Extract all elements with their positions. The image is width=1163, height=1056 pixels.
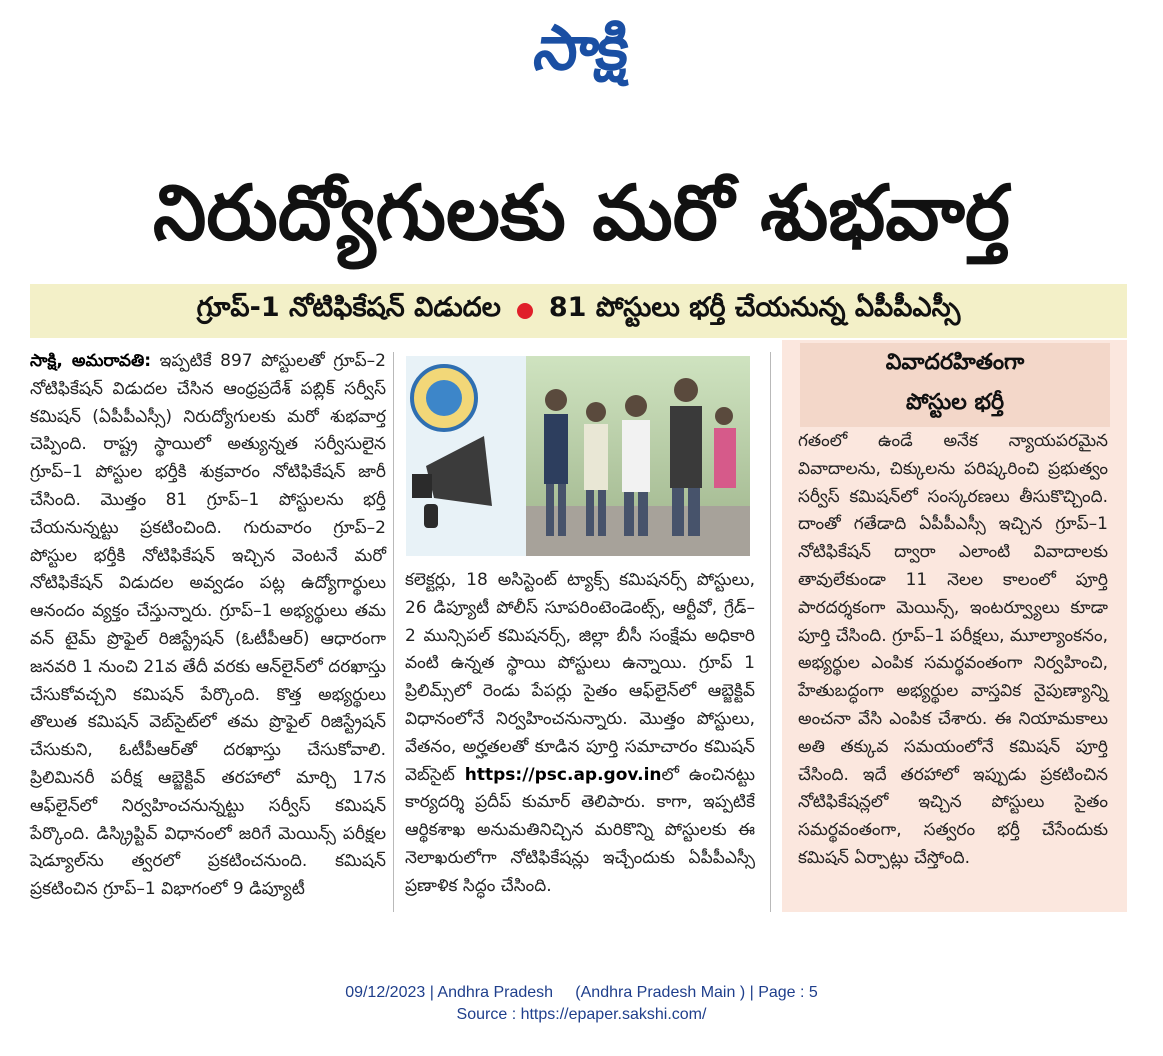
column-divider-2 (770, 352, 771, 912)
dateline: సాక్షి, అమరావతి: (30, 351, 152, 371)
article-text-2: కలెక్టర్లు, 18 అసిస్టెంట్‌ ట్యాక్స్‌ కమిషనర్స్‌ పోస్టులు, 26 డిప్యూటీ పోలీస్‌ సూపరింటెండెంట్స్‌, ఆర్టీవో, గ్రేడ్‌–2 మున్సిపల్‌ కమిషనర్స్‌, జిల్లా బీసీ సంక్షేమ అధికారి వంటి ఉన్నత స్థాయి పోస్టులు ఉన్నాయి. గ్రూప్‌ 1 ప్రిలిమ్స్‌లో రెండు పేపర్లు సైతం ఆఫ్‌లైన్‌లో ఆబ్జెక్టివ్‌ విధానంలోనే నిర్వహించనున్నారు. మొత్తం పోస్టులు, వేతనం, అర్హతలతో కూడిన పూర్తి సమాచారం కమిషన్‌ వెబ్‌సైట్‌ (405, 570, 755, 785)
article-column-1 (30, 348, 386, 904)
sidebar-title-line1: వివాదరహితంగా (885, 350, 1025, 375)
bullet-icon (517, 303, 533, 319)
article-text-2-end: లో ఉంచినట్టు కార్యదర్శి ప్రదీప్‌ కుమార్‌ తెలిపారు. కాగా, ఇప్పటికే ఆర్థికశాఖ అనుమతినిచ్చిన మరికొన్ని పోస్టులకు ఈ నెలాఖరులోగా నోటిఫికేషన్లు ఇచ్చేందుకు ఏపీపీఎస్సీ ప్రణాళిక సిద్ధం చేసింది. (405, 764, 756, 896)
masthead (0, 8, 1163, 88)
footer (0, 982, 1163, 1026)
subheadline-left: గ్రూప్‌-1 నోటిఫికేషన్‌ విడుదల (196, 292, 501, 323)
subheadline-bar (30, 284, 1127, 338)
subheadline-right: 81 పోస్టులు భర్తీ చేయనున్న ఏపీపీఎస్సీ (548, 292, 961, 323)
footer-edition-info: 09/12/2023 | Andhra Pradesh (Andhra Pradesh Main ) | Page : 5 (345, 984, 818, 1001)
column-divider (393, 352, 394, 912)
sidebar-body: గతంలో ఉండే అనేక న్యాయపరమైన వివాదాలను, చిక్కులను పరిష్కరించి ప్రభుత్వం సర్వీస్‌ కమిషన్‌లో సంస్కరణలు తీసుకొచ్చింది. దాంతో గతేడాది ఏపీపీఎస్సీ ఇచ్చిన గ్రూప్‌–1 నోటిఫికేషన్‌ ద్వారా ఎలాంటి వివాదాలకు తావులేకుండా 11 నెలల కాలంలో పూర్తి పారదర్శకంగా మెయిన్స్‌, ఇంటర్వ్యూలు కూడా పూర్తి చేసింది. గ్రూప్‌–1 పరీక్షలు, మూల్యాంకనం, అభ్యర్థుల ఎంపిక సమర్థవంతంగా నిర్వహించి, హేతుబద్ధంగా అభ్యర్థుల వాస్తవిక నైపుణ్యాన్ని అంచనా వేసి ఎంపిక చేశారు. ఈ నియామకాలు అతి తక్కువ సమయంలోనే కమిషన్‌ పూర్తి చేసింది. ఇదే తరహాలో ఇప్పుడు ప్రకటించిన నోటిఫికేషన్లలో ఇచ్చిన పోస్టులు సైతం సమర్థవంతంగా, సత్వరం భర్తీ చేసేందుకు కమిషన్‌ ఏర్పాట్లు చేస్తోంది. (798, 431, 1108, 868)
website-link[interactable]: https://psc.ap.gov.in (464, 764, 662, 785)
students-photo-illustration (406, 356, 750, 556)
sakshi-logo: సాక్షి (530, 11, 633, 84)
sidebar-title-line2: పోస్టుల భర్తీ (905, 390, 1005, 415)
headline: నిరుద్యోగులకు మరో శుభవార్త (153, 168, 1010, 257)
article-text-1: ఇప్పటికే 897 పోస్టులతో గ్రూప్‌–2 నోటిఫికేషన్‌ విడుదల చేసిన ఆంధ్రప్రదేశ్‌ పబ్లిక్‌ సర్వీస్‌ కమిషన్‌ (ఏపీపీఎస్సీ) నిరుద్యోగులకు మరో శుభవార్త చెప్పింది. రాష్ట్ర స్థాయిలో అత్యున్నత సర్వీసులైన గ్రూప్‌–1 పోస్టుల భర్తీకి శుక్రవారం నోటిఫికేషన్‌ జారీ చేసింది. మొత్తం 81 గ్రూప్‌–1 పోస్టులను భర్తీ చేయనున్నట్టు ప్రకటించింది. గురువారం గ్రూప్‌–2 పోస్టుల భర్తీకి నోటిఫికేషన్‌ ఇచ్చిన వెంటనే మరో నోటిఫికేషన్‌ విడుదల అవ్వడం పట్ల ఉద్యోగార్థులు ఆనందం వ్యక్తం చేస్తున్నారు. గ్రూప్‌–1 అభ్యర్థులు తమ వన్‌ టైమ్‌ ప్రొఫైల్‌ రిజిస్ట్రేషన్‌ (ఓటీపీఆర్‌) ఆధారంగా జనవరి 1 నుంచి 21వ తేదీ వరకు ఆన్‌లైన్‌లో దరఖాస్తు చేసుకోవచ్చని కమిషన్‌ పేర్కొంది. కొత్త అభ్యర్థులు తొలుత కమిషన్‌ వెబ్‌సైట్‌లో తమ ప్రొఫైల్‌ రిజిస్ట్రేషన్‌ చేసుకుని, ఓటీపీఆర్‌తో దరఖాస్తు చేసుకోవాలి. ప్రిలిమినరీ పరీక్ష ఆబ్జెక్టివ్‌ తరహాలో మార్చి 17న ఆఫ్‌లైన్‌లో నిర్వహించనున్నట్టు సర్వీస్‌ కమిషన్‌ పేర్కొంది. డిస్క్రిప్టివ్‌ విధానంలో జరిగే మెయిన్స్‌ పరీక్షల షెడ్యూల్‌ను త్వరలో ప్రకటించనుంది. కమిషన్‌ ప్రకటించిన గ్రూప్‌–1 విభాగంలో 9 డిప్యూటీ (30, 351, 386, 900)
article-column-2 (405, 567, 755, 901)
footer-source[interactable]: Source : https://epaper.sakshi.com/ (456, 1006, 707, 1023)
sidebar-title (800, 343, 1110, 427)
article-photo (406, 356, 750, 556)
